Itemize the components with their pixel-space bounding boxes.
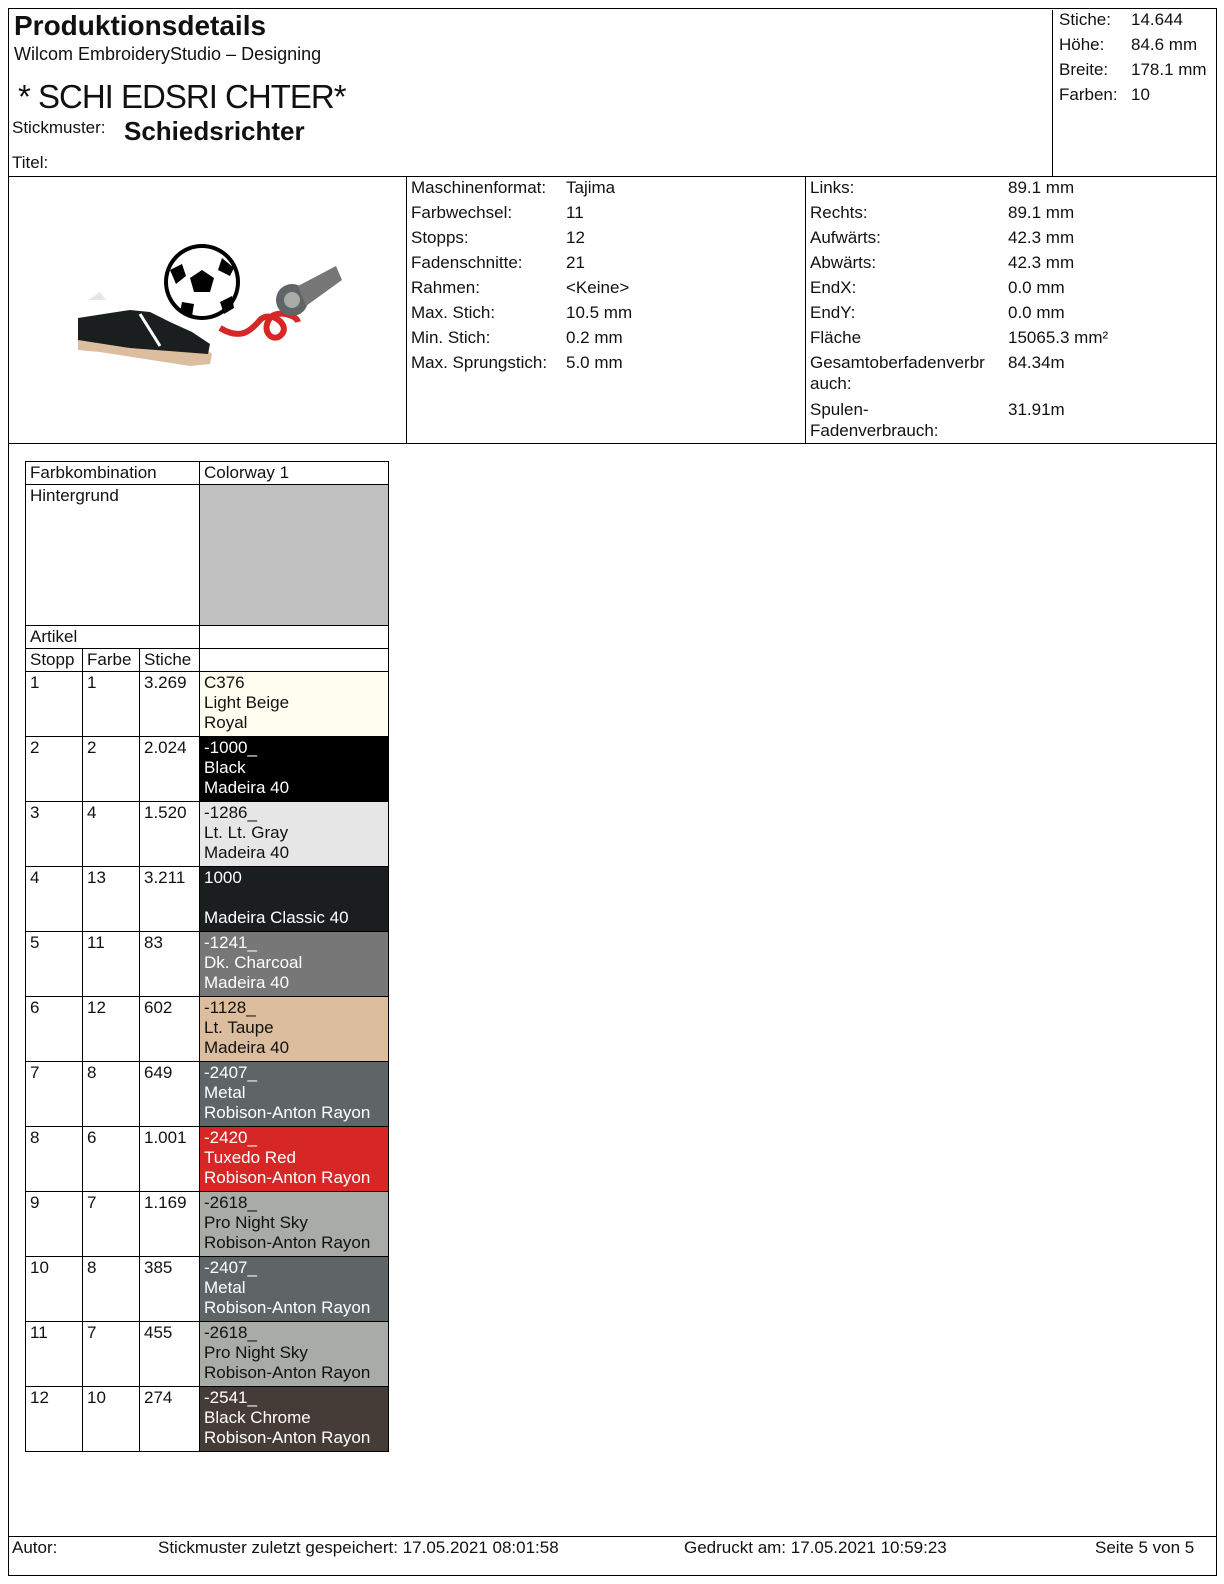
divider <box>8 1536 1217 1537</box>
info-value: 84.34m <box>1008 353 1065 372</box>
table-row <box>26 1257 389 1322</box>
combo-label: Farbkombination <box>26 462 200 485</box>
table-row <box>26 1322 389 1387</box>
divider <box>406 176 407 443</box>
cell-stopp: 6 <box>26 997 83 1062</box>
info-label: Spulen- <box>810 400 869 419</box>
summary-value: 14.644 <box>1131 10 1183 29</box>
thread-swatch <box>200 1387 389 1452</box>
cell-farbe: 8 <box>83 1257 140 1322</box>
summary-label: Breite: <box>1059 60 1109 79</box>
thread-brand: Royal <box>204 713 248 732</box>
info-value: 21 <box>566 253 585 272</box>
thread-swatch <box>200 932 389 997</box>
thread-code: -2618_ <box>204 1323 257 1342</box>
info-label: Max. Stich: <box>411 303 496 322</box>
thread-code: -2407_ <box>204 1063 257 1082</box>
cell-stopp: 4 <box>26 867 83 932</box>
table-row <box>26 867 389 932</box>
thread-swatch <box>200 802 389 867</box>
cell-stiche: 2.024 <box>140 737 200 802</box>
info-label: EndX: <box>810 278 857 297</box>
cell-stopp: 2 <box>26 737 83 802</box>
thread-name: Metal <box>204 1278 246 1297</box>
table-row <box>26 672 389 737</box>
author-label: Autor: <box>12 1538 58 1557</box>
summary-label: Stiche: <box>1059 10 1111 29</box>
thread-code: 1000 <box>204 868 242 887</box>
table-row <box>26 932 389 997</box>
table-row <box>26 737 389 802</box>
cell-farbe: 10 <box>83 1387 140 1452</box>
thread-brand: Madeira 40 <box>204 778 290 797</box>
thread-name <box>204 888 384 908</box>
info-value: 89.1 mm <box>1008 203 1075 222</box>
cell-farbe: 11 <box>83 932 140 997</box>
color-table <box>25 461 389 1452</box>
cell-stopp: 10 <box>26 1257 83 1322</box>
cell-stiche: 3.269 <box>140 672 200 737</box>
info-value: 42.3 mm <box>1008 228 1075 247</box>
divider <box>805 176 806 443</box>
thread-swatch <box>200 997 389 1062</box>
summary-row <box>1059 85 1150 105</box>
info-label: Max. Sprungstich: <box>411 353 548 372</box>
thread-name: Black Chrome <box>204 1408 311 1427</box>
thread-brand: Madeira 40 <box>204 973 290 992</box>
stickmuster-value: Schiedsrichter <box>124 116 305 146</box>
info-value: 0.0 mm <box>1008 278 1065 297</box>
thread-swatch <box>200 1192 389 1257</box>
column-header <box>200 649 389 672</box>
table-row <box>26 1192 389 1257</box>
thread-swatch <box>200 867 389 932</box>
thread-swatch <box>200 1322 389 1387</box>
table-row <box>26 626 389 649</box>
thread-name: Dk. Charcoal <box>204 953 303 972</box>
cell-stopp: 5 <box>26 932 83 997</box>
info-label: Fadenschnitte: <box>411 253 523 272</box>
cell-farbe: 2 <box>83 737 140 802</box>
thread-swatch <box>200 737 389 802</box>
column-header: Stiche <box>140 649 200 672</box>
cell-stiche: 1.001 <box>140 1127 200 1192</box>
summary-box <box>1052 10 1218 176</box>
thread-code: -1241_ <box>204 933 257 952</box>
info-value: 42.3 mm <box>1008 253 1075 272</box>
info-label: Rechts: <box>810 203 868 222</box>
thread-swatch <box>200 672 389 737</box>
table-row <box>26 462 389 485</box>
info-value: 0.0 mm <box>1008 303 1065 322</box>
thread-brand: Madeira 40 <box>204 1038 290 1057</box>
info-label: Aufwärts: <box>810 228 881 247</box>
thread-brand: Robison-Anton Rayon <box>204 1103 371 1122</box>
thread-code: -2407_ <box>204 1258 257 1277</box>
thread-name: Metal <box>204 1083 246 1102</box>
cell-stiche: 3.211 <box>140 867 200 932</box>
thread-swatch <box>200 1257 389 1322</box>
thread-code: -2541_ <box>204 1388 257 1407</box>
cell-stiche: 83 <box>140 932 200 997</box>
info-value: 31.91m <box>1008 400 1065 419</box>
cell-farbe: 8 <box>83 1062 140 1127</box>
cell-stopp: 3 <box>26 802 83 867</box>
thread-name: Black <box>204 758 246 777</box>
thread-brand: Robison-Anton Rayon <box>204 1428 371 1447</box>
table-row <box>26 485 389 626</box>
info-label: Fläche <box>810 328 862 347</box>
summary-value: 10 <box>1131 85 1150 104</box>
table-row <box>26 1387 389 1452</box>
summary-label: Höhe: <box>1059 35 1105 54</box>
thread-name: Pro Night Sky <box>204 1343 308 1362</box>
design-name: * SCHI EDSRI CHTER* <box>18 78 346 115</box>
info-value: 12 <box>566 228 585 247</box>
titel-label: Titel: <box>12 153 49 172</box>
table-row <box>26 1062 389 1127</box>
thread-brand: Madeira 40 <box>204 843 290 862</box>
cell-stiche: 602 <box>140 997 200 1062</box>
stickmuster-label: Stickmuster: <box>12 118 106 137</box>
thread-code: -1000_ <box>204 738 257 757</box>
info-label: Min. Stich: <box>411 328 491 347</box>
cell-stiche: 1.520 <box>140 802 200 867</box>
info-value: 11 <box>566 203 584 222</box>
thread-code: -2420_ <box>204 1128 257 1147</box>
cell-stopp: 9 <box>26 1192 83 1257</box>
column-header: Farbe <box>83 649 140 672</box>
summary-row <box>1059 35 1198 55</box>
info-value: 89.1 mm <box>1008 178 1075 197</box>
summary-value: 84.6 mm <box>1131 35 1198 54</box>
thread-code: C376 <box>204 673 245 692</box>
summary-value: 178.1 mm <box>1131 60 1207 79</box>
printed-timestamp: Gedruckt am: 17.05.2021 10:59:23 <box>684 1538 947 1557</box>
info-label: Gesamtoberfadenverbr <box>810 353 985 372</box>
cell-farbe: 12 <box>83 997 140 1062</box>
thread-brand: Robison-Anton Rayon <box>204 1233 371 1252</box>
software-subtitle: Wilcom EmbroideryStudio – Designing <box>14 44 322 64</box>
cell-stopp: 12 <box>26 1387 83 1452</box>
info-label: Farbwechsel: <box>411 203 513 222</box>
info-label: Maschinenformat: <box>411 178 547 197</box>
cell-farbe: 1 <box>83 672 140 737</box>
artikel-value <box>200 626 389 649</box>
table-row <box>26 1127 389 1192</box>
thread-swatch <box>200 1062 389 1127</box>
cell-stopp: 11 <box>26 1322 83 1387</box>
thread-brand: Madeira Classic 40 <box>204 908 349 927</box>
summary-label: Farben: <box>1059 85 1118 104</box>
thread-name: Lt. Lt. Gray <box>204 823 289 842</box>
table-row <box>26 997 389 1062</box>
thread-name: Lt. Taupe <box>204 1018 274 1037</box>
thread-name: Tuxedo Red <box>204 1148 296 1167</box>
cell-farbe: 6 <box>83 1127 140 1192</box>
thread-brand: Robison-Anton Rayon <box>204 1363 371 1382</box>
background-swatch <box>200 485 389 626</box>
design-preview-image <box>70 240 350 380</box>
cell-farbe: 7 <box>83 1192 140 1257</box>
summary-row <box>1059 60 1207 80</box>
info-value: 10.5 mm <box>566 303 633 322</box>
cell-farbe: 7 <box>83 1322 140 1387</box>
thread-name: Pro Night Sky <box>204 1213 308 1232</box>
info-label: auch: <box>810 374 852 393</box>
cell-stiche: 649 <box>140 1062 200 1127</box>
divider <box>8 176 1217 177</box>
divider <box>8 443 1217 444</box>
artikel-label: Artikel <box>26 626 200 649</box>
cell-stopp: 8 <box>26 1127 83 1192</box>
thread-code: -2618_ <box>204 1193 257 1212</box>
cell-stiche: 1.169 <box>140 1192 200 1257</box>
thread-code: -1286_ <box>204 803 257 822</box>
cell-farbe: 13 <box>83 867 140 932</box>
cell-stopp: 7 <box>26 1062 83 1127</box>
thread-brand: Robison-Anton Rayon <box>204 1168 371 1187</box>
info-value: 5.0 mm <box>566 353 623 372</box>
cell-stiche: 274 <box>140 1387 200 1452</box>
info-value: Tajima <box>566 178 616 197</box>
cell-stiche: 385 <box>140 1257 200 1322</box>
info-value: 0.2 mm <box>566 328 623 347</box>
info-label: Abwärts: <box>810 253 877 272</box>
cell-stopp: 1 <box>26 672 83 737</box>
info-value: <Keine> <box>566 278 630 297</box>
info-label: Fadenverbrauch: <box>810 421 939 440</box>
info-label: Stopps: <box>411 228 469 247</box>
summary-row <box>1059 10 1183 30</box>
info-value: 15065.3 mm² <box>1008 328 1109 347</box>
thread-code: -1128_ <box>204 998 256 1017</box>
info-label: EndY: <box>810 303 856 322</box>
cell-farbe: 4 <box>83 802 140 867</box>
table-row <box>26 802 389 867</box>
saved-timestamp: Stickmuster zuletzt gespeichert: 17.05.2021 08:01:58 <box>158 1538 559 1557</box>
table-header-row <box>26 649 389 672</box>
cell-stiche: 455 <box>140 1322 200 1387</box>
background-label: Hintergrund <box>26 485 200 626</box>
info-label: Rahmen: <box>411 278 480 297</box>
page-number: Seite 5 von 5 <box>1095 1538 1195 1557</box>
thread-swatch <box>200 1127 389 1192</box>
combo-value: Colorway 1 <box>200 462 389 485</box>
thread-brand: Robison-Anton Rayon <box>204 1298 371 1317</box>
page-title: Produktionsdetails <box>14 10 267 41</box>
info-label: Links: <box>810 178 855 197</box>
column-header: Stopp <box>26 649 83 672</box>
thread-name: Light Beige <box>204 693 290 712</box>
